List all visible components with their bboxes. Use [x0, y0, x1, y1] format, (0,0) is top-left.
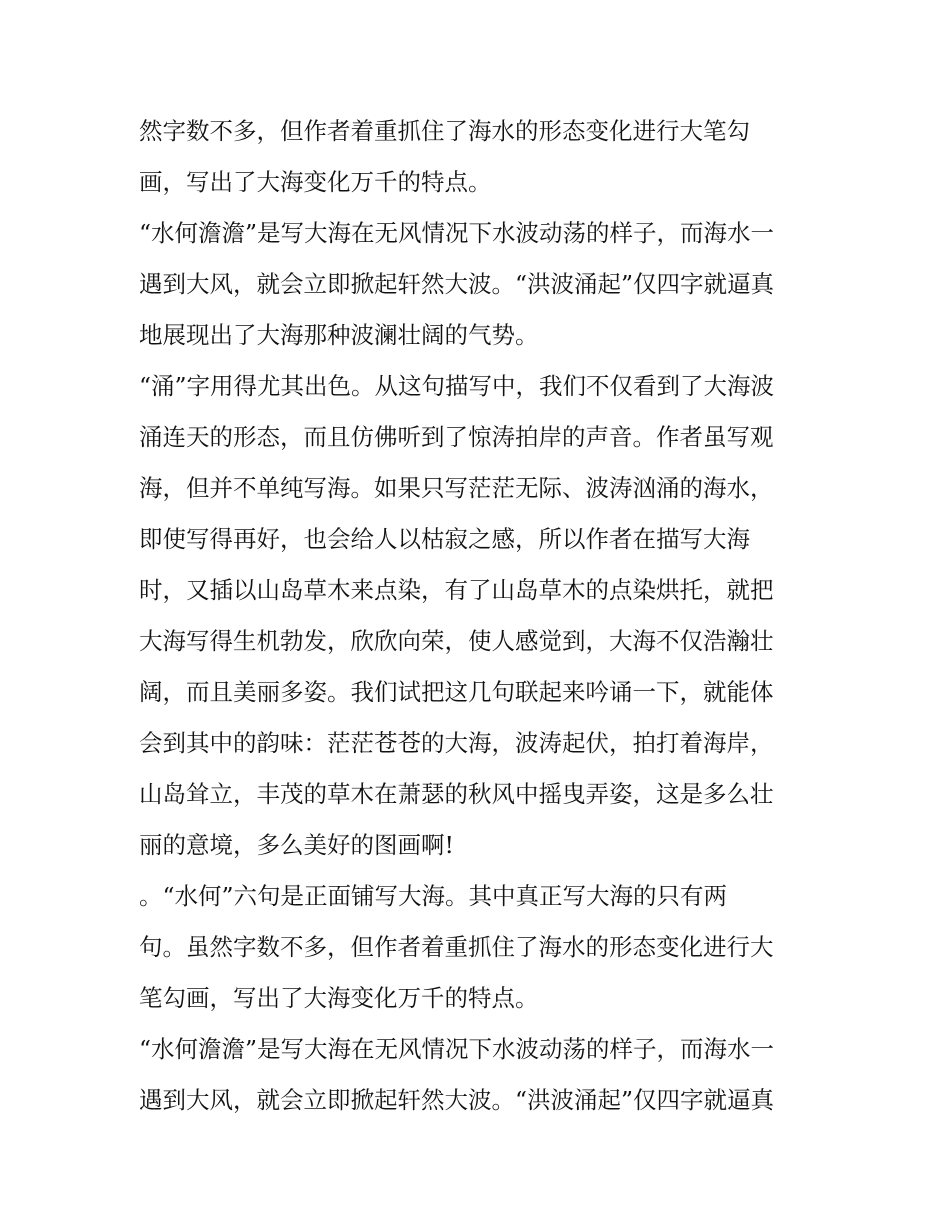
text-line: 丽的意境，多么美好的图画啊!	[139, 831, 454, 859]
text-line: 笔勾画，写出了大海变化万千的特点。	[139, 984, 539, 1012]
text-line: 句。虽然字数不多，但作者着重抓住了海水的形态变化进行大	[139, 933, 774, 961]
text-line: 遇到大风，就会立即掀起轩然大波。“洪波涌起”仅四字就逼真	[139, 270, 775, 298]
text-line: 。“水何”六句是正面铺写大海。其中真正写大海的只有两	[139, 882, 728, 910]
text-line: 海，但并不单纯写海。如果只写茫茫无际、波涛汹涌的海水，	[139, 474, 774, 502]
text-line: 即使写得再好，也会给人以枯寂之感，所以作者在描写大海	[139, 525, 750, 553]
text-line: 会到其中的韵味：茫茫苍苍的大海，波涛起伏，拍打着海岸，	[139, 729, 774, 757]
text-line: “水何澹澹”是写大海在无风情况下水波动荡的样子，而海水一	[139, 219, 775, 247]
text-line: 山岛耸立，丰茂的草木在萧瑟的秋风中摇曳弄姿，这是多么壮	[139, 780, 774, 808]
text-line: 遇到大风，就会立即掀起轩然大波。“洪波涌起”仅四字就逼真	[139, 1086, 775, 1114]
text-line: 阔，而且美丽多姿。我们试把这几句联起来吟诵一下，就能体	[139, 678, 774, 706]
text-line: 然字数不多，但作者着重抓住了海水的形态变化进行大笔勾	[139, 117, 750, 145]
text-line: 时，又插以山岛草木来点染，有了山岛草木的点染烘托，就把	[139, 576, 774, 604]
text-line: 画，写出了大海变化万千的特点。	[139, 168, 492, 196]
text-line: 大海写得生机勃发，欣欣向荣，使人感觉到，大海不仅浩瀚壮	[139, 627, 774, 655]
text-line: 涌连天的形态，而且仿佛听到了惊涛拍岸的声音。作者虽写观	[139, 423, 774, 451]
text-line: 地展现出了大海那种波澜壮阔的气势。	[139, 321, 539, 349]
text-line: “水何澹澹”是写大海在无风情况下水波动荡的样子，而海水一	[139, 1035, 775, 1063]
body-text	[139, 106, 819, 1126]
text-line: “涌”字用得尤其出色。从这句描写中，我们不仅看到了大海波	[139, 372, 775, 400]
